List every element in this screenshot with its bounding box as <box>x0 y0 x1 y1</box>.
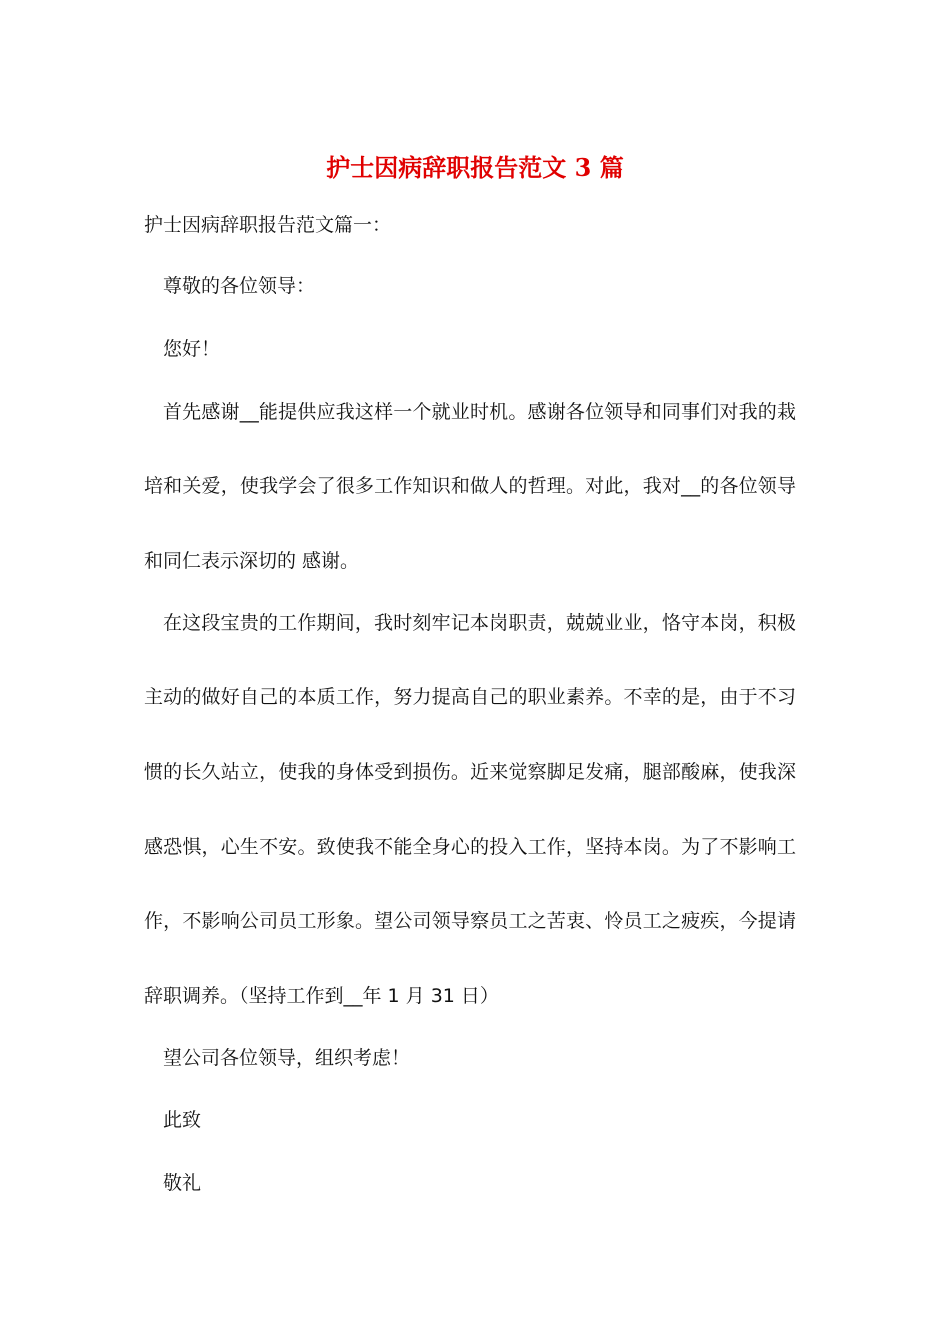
closing-cizhi: 此致 <box>163 1109 202 1131</box>
paragraph-line: 在这段宝贵的工作期间，我时刻牢记本岗职责，兢兢业业，恪守本岗，积极 <box>163 612 796 634</box>
section-heading: 护士因病辞职报告范文篇一： <box>144 214 392 236</box>
paragraph-line: 惯的长久站立，使我的身体受到损伤。近来觉察脚足发痛，腿部酸麻，使我深 <box>144 761 796 783</box>
paragraph-line: 主动的做好自己的本质工作，努力提高自己的职业素养。不幸的是，由于不习 <box>144 686 796 708</box>
greeting: 您好！ <box>163 338 221 360</box>
paragraph-line: 培和关爱，使我学会了很多工作知识和做人的哲理。对此，我对__的各位领导 <box>144 475 796 497</box>
paragraph-line: 和同仁表示深切的 感谢。 <box>144 550 360 572</box>
closing-jingli: 敬礼 <box>163 1172 202 1194</box>
closing-request: 望公司各位领导，组织考虑！ <box>163 1047 411 1069</box>
paragraph-line: 感恐惧，心生不安。致使我不能全身心的投入工作，坚持本岗。为了不影响工 <box>144 836 796 858</box>
salutation: 尊敬的各位领导： <box>163 275 316 297</box>
document-title: 护士因病辞职报告范文 3 篇 <box>326 153 624 182</box>
paragraph-line: 辞职调养。（坚持工作到__年 1 月 31 日） <box>144 985 499 1007</box>
paragraph-line: 作，不影响公司员工形象。望公司领导察员工之苦衷、怜员工之疲疾，今提请 <box>144 910 796 932</box>
paragraph-line: 首先感谢__能提供应我这样一个就业时机。感谢各位领导和同事们对我的栽 <box>163 401 796 423</box>
